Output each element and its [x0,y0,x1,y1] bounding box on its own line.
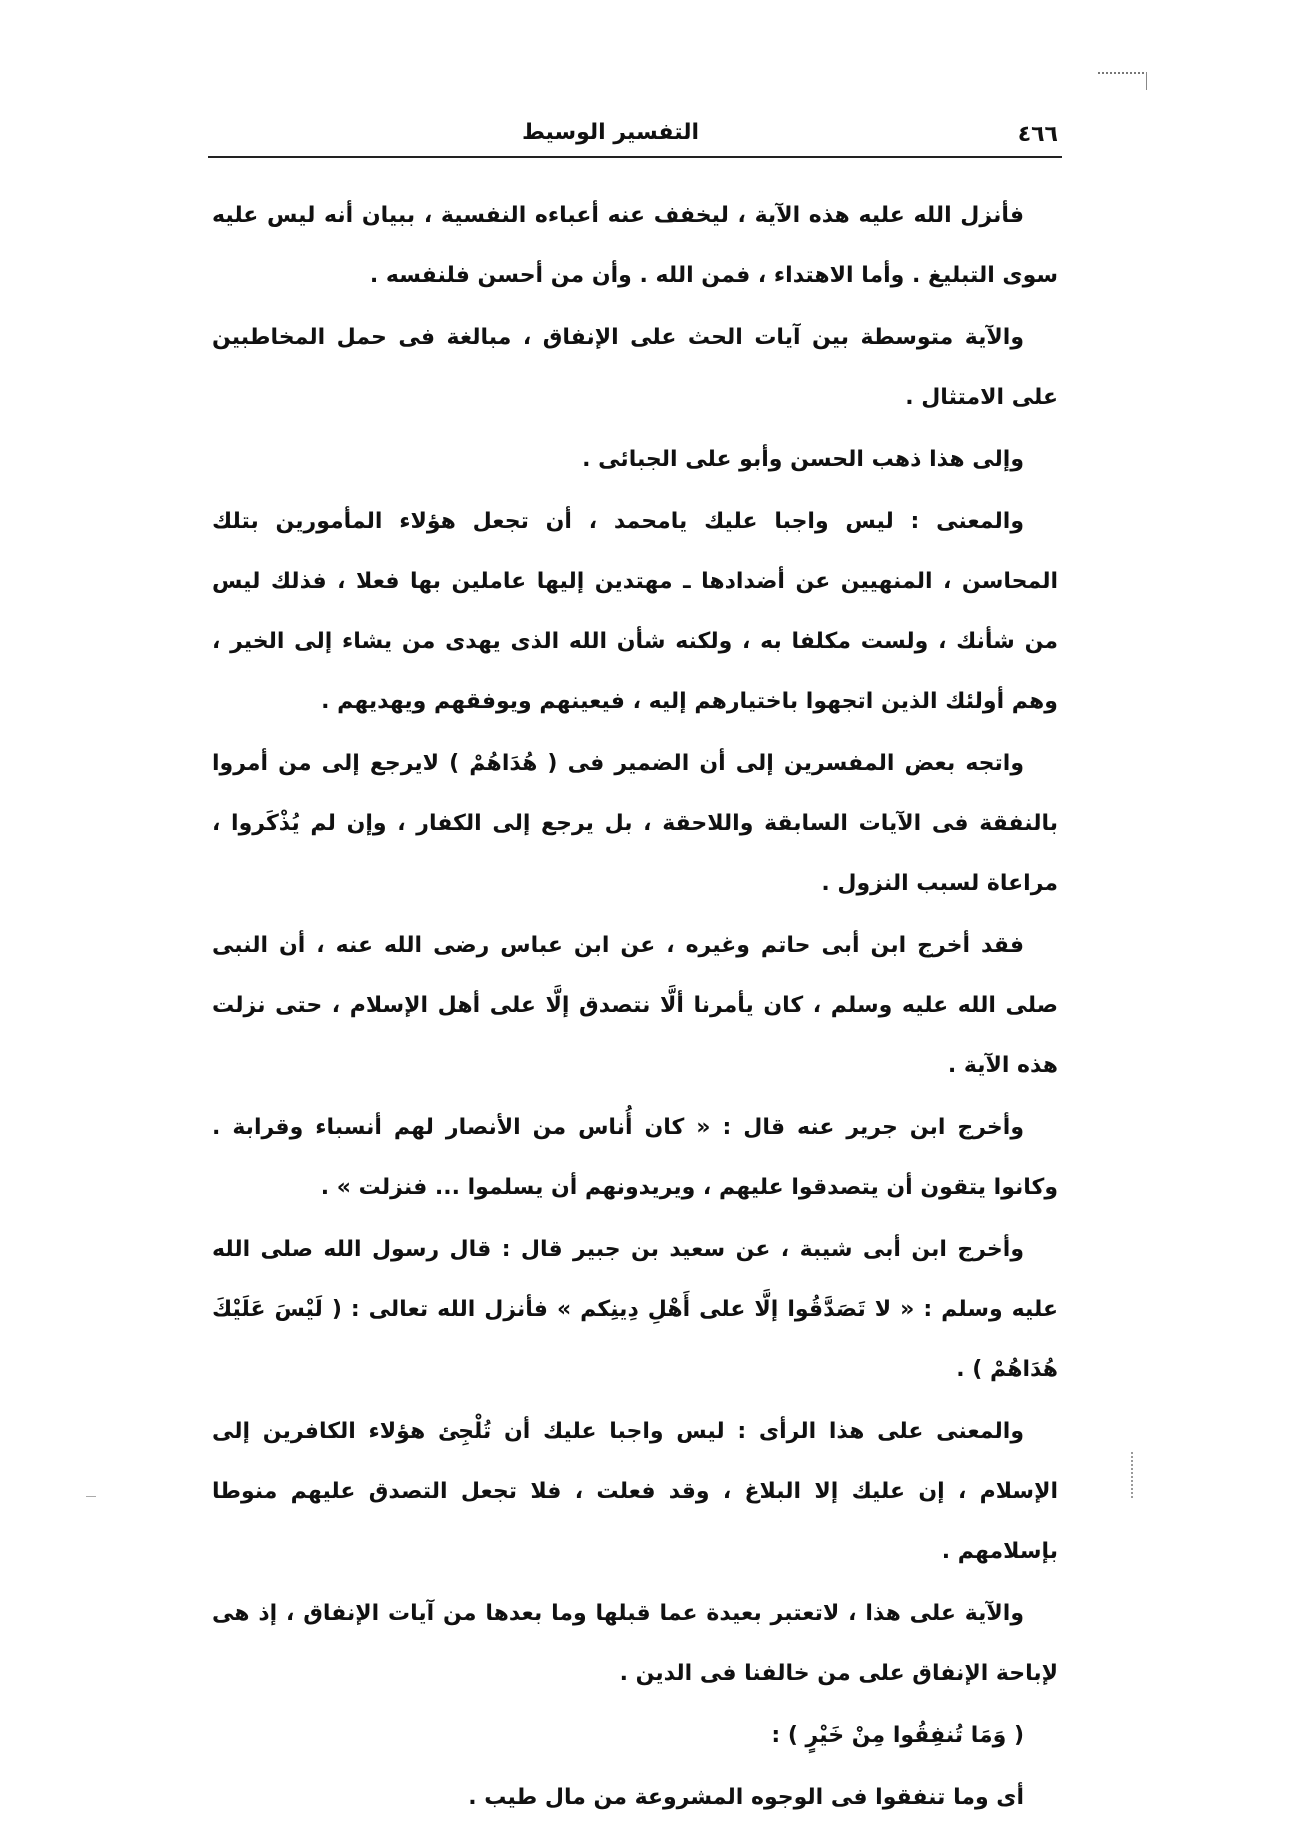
paragraph-3: وإلى هذا ذهب الحسن وأبو على الجبائى . [582,447,1024,472]
page-body [212,186,1058,1830]
paragraph-1: فأنزل الله عليه هذه الآية ، ليخفف عنه أعباءه النفسية ، ببيان أنه ليس عليه سوى التبليغ . وأما الاهتداء ، فمن الله . وأن من أحسن فلنفسه . [212,203,1058,288]
paragraph-10: والآية على هذا ، لاتعتبر بعيدة عما قبلها وما بعدها من آيات الإنفاق ، إذ هى لإباحة الإنفاق على من خالفنا فى الدين . [212,1601,1058,1686]
quranic-verse: ( وَمَا تُنفِقُوا مِنْ خَيْرٍ ) : [771,1723,1024,1748]
paragraph-7: وأخرج ابن جرير عنه قال : « كان أُناس من الأنصار لهم أنسباء وقرابة . وكانوا يتقون أن يتصدقوا عليهم ، ويريدونهم أن يسلموا ... فنزلت » . [212,1115,1058,1200]
scan-artifact-top [1098,72,1144,74]
paragraph-8: وأخرج ابن أبى شيبة ، عن سعيد بن جبير قال : قال رسول الله صلى الله عليه وسلم : « لا تَصَدَّقُوا إلَّا على أَهْلِ دِينِكم » فأنزل الله تعالى : ( لَيْسَ عَلَيْكَ هُدَاهُمْ ) . [212,1237,1058,1382]
paragraph-2: والآية متوسطة بين آيات الحث على الإنفاق ، مبالغة فى حمل المخاطبين على الامتثال . [212,325,1058,410]
paragraph-4: والمعنى : ليس واجبا عليك يامحمد ، أن تجعل هؤلاء المأمورين بتلك المحاسن ، المنهيين عن أضدادها ـ مهتدين إليها عاملين بها فعلا ، فذلك ليس من شأنك ، ولست مكلفا به ، ولكنه شأن الله الذى يهدى من يشاء إلى الخير ، وهم أولئك الذين اتجهوا باختيارهم إليه ، فيعينهم ويوفقهم ويهديهم . [212,509,1058,714]
paragraph-5: واتجه بعض المفسرين إلى أن الضمير فى ( هُدَاهُمْ ) لايرجع إلى من أمروا بالنفقة فى الآيات السابقة واللاحقة ، بل يرجع إلى الكفار ، وإن لم يُذْكَروا ، مراعاة لسبب النزول . [212,751,1058,896]
paragraph-9: والمعنى على هذا الرأى : ليس واجبا عليك أن تُلْجِئ هؤلاء الكافرين إلى الإسلام ، إن عليك إلا البلاغ ، وقد فعلت ، فلا تجعل التصدق عليهم منوطا بإسلامهم . [212,1419,1058,1564]
page-number: ٤٦٦ [1017,122,1058,147]
paragraph-6: فقد أخرج ابن أبى حاتم وغيره ، عن ابن عباس رضى الله عنه ، أن النبى صلى الله عليه وسلم ، كان يأمرنا ألَّا نتصدق إلَّا على أهل الإسلام ، حتى نزلت هذه الآية . [212,933,1058,1078]
header-rule [208,156,1062,158]
scan-artifact-left [86,1496,96,1497]
page-header [208,112,1058,158]
scan-artifact-right [1131,1452,1139,1498]
paragraph-12: أى وما تنفقوا فى الوجوه المشروعة من مال طيب . [468,1785,1024,1810]
running-title: التفسير الوسيط [521,120,700,145]
scan-artifact-tick [1146,72,1147,90]
